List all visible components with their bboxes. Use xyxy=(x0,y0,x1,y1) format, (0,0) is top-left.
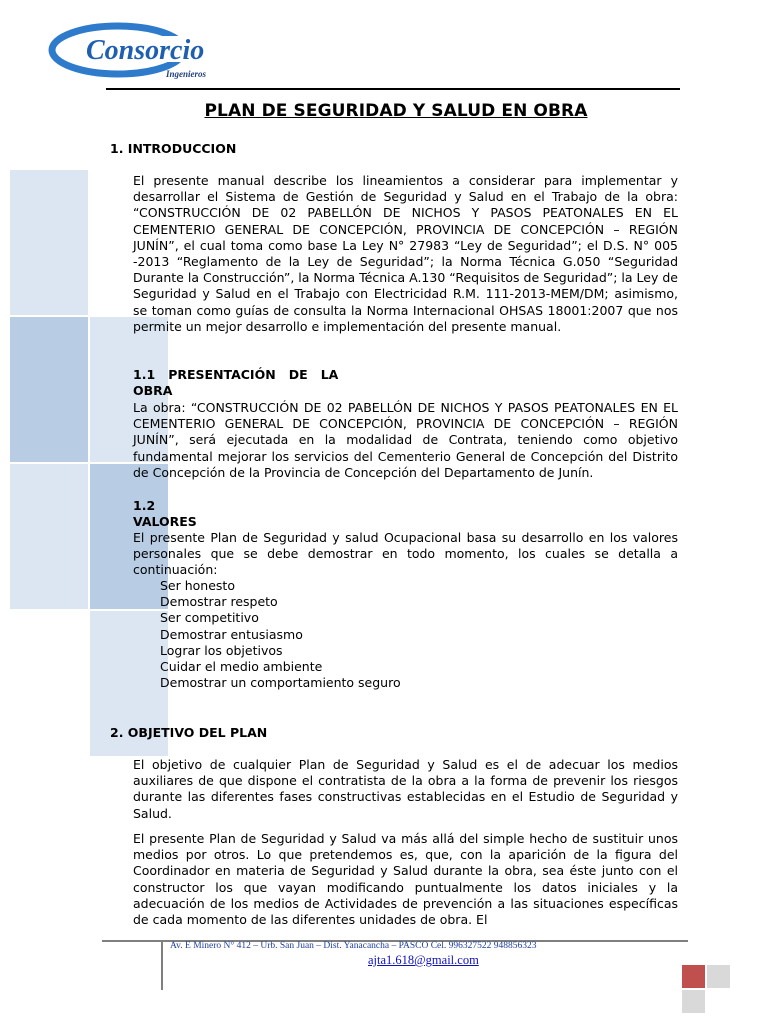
section-2-heading: 2. OBJETIVO DEL PLAN xyxy=(110,725,268,740)
section-2-paragraph-1: El objetivo de cualquier Plan de Seguridad y Salud es el de adecuar los medios auxiliares de que dispone el contratista de la obra a la forma de prevenir los riesgos durante las diferentes fases constructivas establecidas en el Estudio de Seguridad y Salud. xyxy=(133,757,678,821)
section-1-1-paragraph: La obra: “CONSTRUCCIÓN DE 02 PABELLÓN DE NICHOS Y PASOS PEATONALES EN EL CEMENTERIO GENERAL DE CONCEPCIÓN, PROVINCIA DE CONCEPCIÓN – REGIÓN JUNÍN”, será ejecutada en la modalidad de Contrata, teniendo como objetivo fundamental mejorar los servicios del Cementerio General de Concepción del Distrito de Concepción de la Provincia de Concepción del Departamento de Junín. xyxy=(133,400,678,480)
list-item: Ser competitivo xyxy=(160,610,259,626)
side-decor-block xyxy=(10,170,88,315)
list-item: Demostrar entusiasmo xyxy=(160,626,303,642)
logo-swoosh-icon xyxy=(46,18,226,84)
list-item: Demostrar respeto xyxy=(160,594,278,610)
section-1-heading: 1. INTRODUCCION xyxy=(110,141,237,156)
corner-decor-block xyxy=(707,965,730,988)
footer-divider xyxy=(161,940,163,990)
footer-email-link[interactable]: ajta1.618@gmail.com xyxy=(368,953,479,967)
values-list xyxy=(160,578,401,691)
list-item: Cuidar el medio ambiente xyxy=(160,659,323,675)
list-item: Lograr los objetivos xyxy=(160,642,283,658)
svg-text:Consorcio: Consorcio xyxy=(86,35,205,66)
section-1-2-paragraph: El presente Plan de Seguridad y salud Ocupacional basa su desarrollo en los valores personales que se debe demostrar en todo momento, los cuales se detalla a continuación: xyxy=(133,530,678,578)
section-1-paragraph: El presente manual describe los lineamientos a considerar para implementar y desarrollar el Sistema de Gestión de Seguridad y Salud en el Trabajo de la obra: “CONSTRUCCIÓN DE 02 PABELLÓN DE NICHOS Y PASOS PEATONALES EN EL CEMENTERIO GENERAL DE CONCEPCIÓN, PROVINCIA DE CONCEPCIÓN – REGIÓN JUNÍN”, el cual toma como base La Ley N° 27983 “Ley de Seguridad”; el D.S. N° 005 -2013 “Reglamento de la Ley de Seguridad”; la Norma Técnica G.050 “Seguridad Durante la Construcción”, la Norma Técnica A.130 “Requisitos de Seguridad”; la Ley de Seguridad y Salud en el Trabajo con Electricidad R.M. 111-2013-MEM/DM; asimismo, se toman como guías de consulta la Norma Internacional OHSAS 18001:2007 que nos permite un mejor desarrollo e implementación del presente manual. xyxy=(133,173,678,334)
corner-decor-block xyxy=(682,965,705,988)
header-rule xyxy=(106,88,680,90)
page-title: PLAN DE SEGURIDAD Y SALUD EN OBRA xyxy=(204,101,588,121)
section-1-1-heading-line1: 1.1 PRESENTACIÓN DE LA xyxy=(133,367,339,382)
section-1-2-heading-line1: 1.2 xyxy=(133,498,156,513)
svg-text:Ingenieros: Ingenieros xyxy=(166,69,207,79)
side-decor-block xyxy=(10,464,88,609)
list-item: Demostrar un comportamiento seguro xyxy=(160,675,401,691)
section-1-2-heading-line2: VALORES xyxy=(133,514,197,529)
corner-decor-block xyxy=(682,990,705,1013)
side-decor-block xyxy=(10,317,88,462)
company-logo xyxy=(46,18,226,84)
section-1-2-heading xyxy=(133,498,197,530)
list-item: Ser honesto xyxy=(160,578,235,593)
section-2-paragraph-2: El presente Plan de Seguridad y Salud va más allá del simple hecho de sustituir unos medios por otros. Lo que pretendemos es, que, con la aparición de la figura del Coordinador en materia de Seguridad y Salud durante la obra, sea éste junto con el constructor los que vayan modificando puntualmente los datos iniciales y la adecuación de los medios de Actividades de prevención a las situaciones específicas de cada momento de las diferentes unidades de obra. El xyxy=(133,831,678,928)
footer-address: Av. E Minero N° 412 – Urb. San Juan – Dist. Yanacancha – PASCO Cel. 996327522 948856323 xyxy=(170,941,537,951)
section-1-1-heading-line2: OBRA xyxy=(133,383,173,398)
section-1-1-heading xyxy=(133,367,338,399)
